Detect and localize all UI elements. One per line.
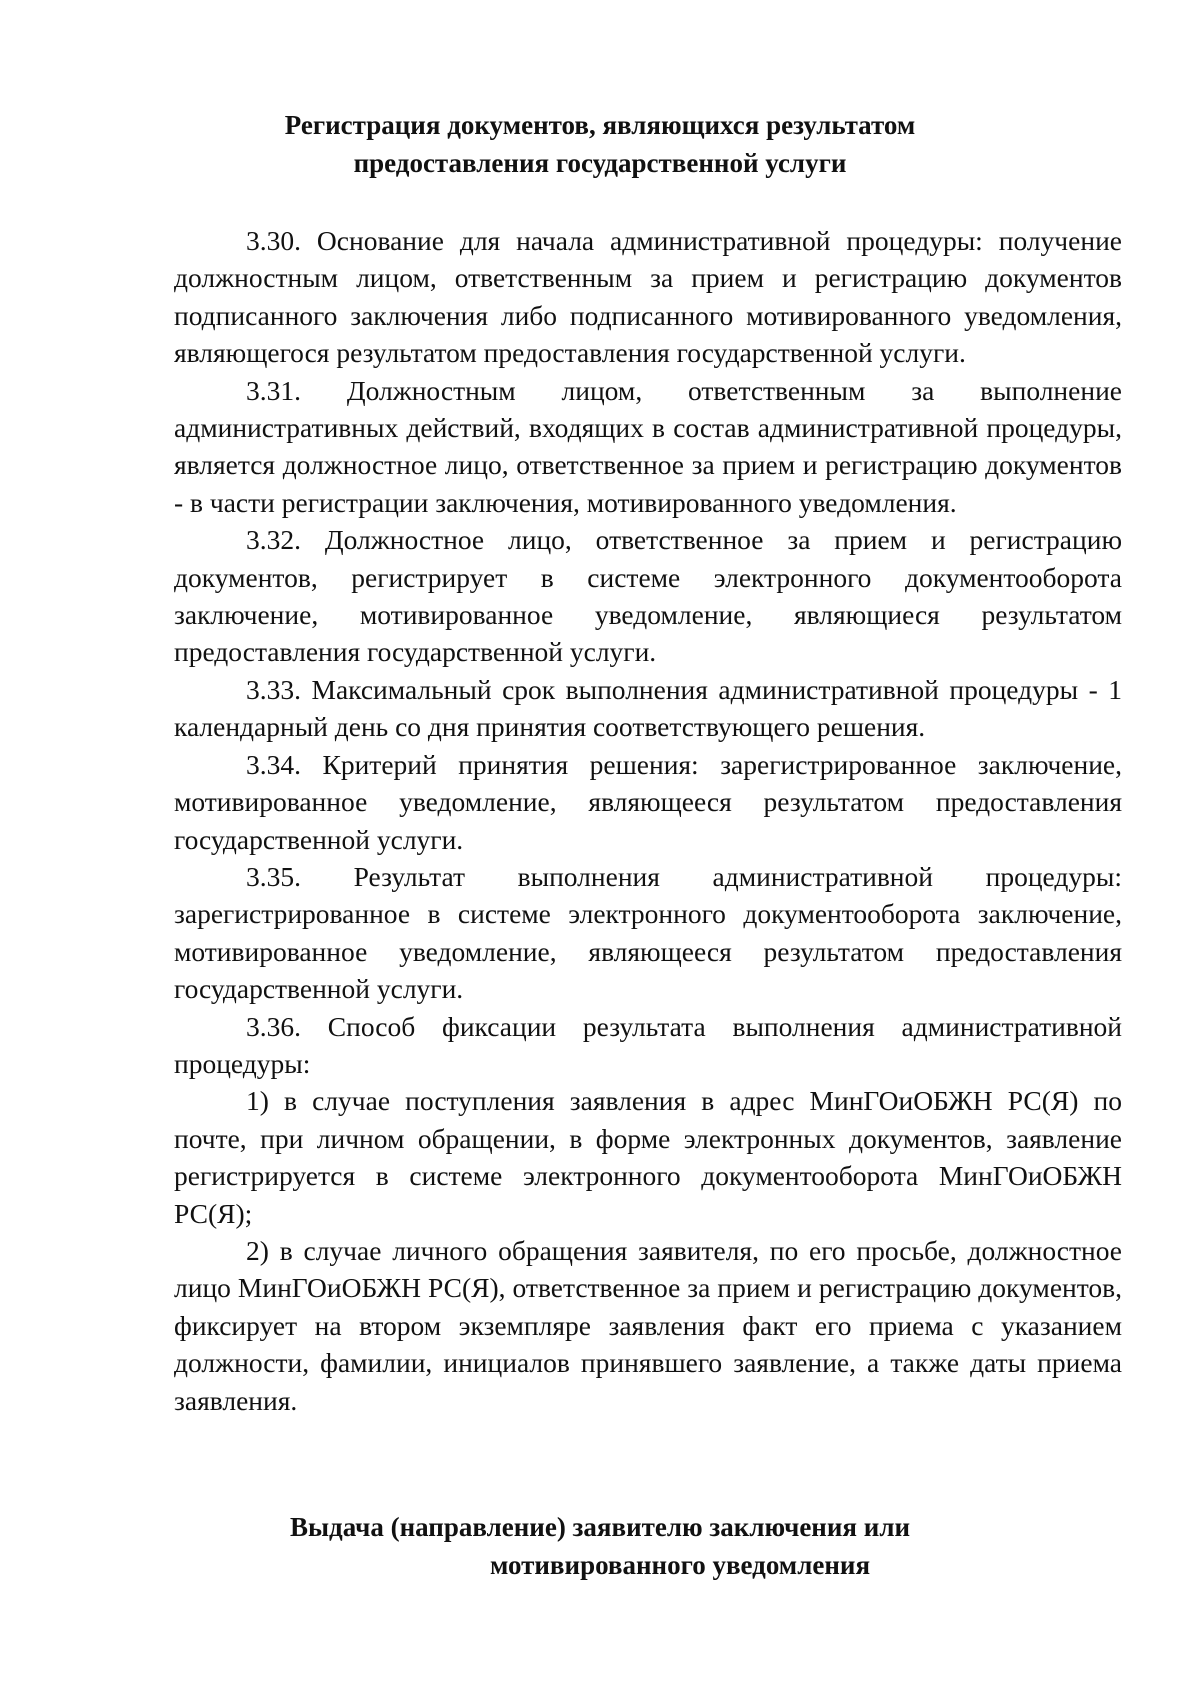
paragraph-3-35: 3.35. Результат выполнения административной процедуры: зарегистрированное в системе электронного документооборота заключение, мотивированное уведомление, являющееся результатом предоставления государственной услуги. <box>174 860 1122 1005</box>
paragraph-3-36: 3.36. Способ фиксации результата выполнения административной процедуры: <box>174 1010 1122 1079</box>
section-heading-registration <box>150 106 1050 182</box>
paragraph-3-33: 3.33. Максимальный срок выполнения административной процедуры - 1 календарный день со дня принятия соответствующего решения. <box>174 673 1122 743</box>
paragraph-3-32: 3.32. Должностное лицо, ответственное за прием и регистрацию документов, регистрирует в системе электронного документооборота заключение, мотивированное уведомление, являющиеся результатом предоставления государственной услуги. <box>174 524 1122 668</box>
paragraph-3-31: 3.31. Должностным лицом, ответственным за выполнение административных действий, входящих в состав административной процедуры, является должностное лицо, ответственное за прием и регистрацию документов - в части регистрации заключения, мотивированного уведомления. <box>174 374 1122 518</box>
list-item-1: 1) в случае поступления заявления в адрес МинГОиОБЖН РС(Я) по почте, при личном обращении, в форме электронных документов, заявление регистрируется в системе электронного документооборота МинГОиОБЖН РС(Я); <box>174 1085 1122 1229</box>
section-heading-issuance <box>150 1508 1050 1584</box>
heading-line: предоставления государственной услуги <box>353 148 847 178</box>
heading-line: Регистрация документов, являющихся результатом <box>284 110 916 140</box>
paragraph-3-30: 3.30. Основание для начала административной процедуры: получение должностным лицом, ответственным за прием и регистрацию документов подписанного заключения либо подписанного мотивированного уведомления, являющегося результатом предоставления государственной услуги. <box>174 225 1122 369</box>
heading-line: мотивированного уведомления <box>489 1550 871 1580</box>
document-body <box>174 222 1122 1419</box>
paragraph-3-34: 3.34. Критерий принятия решения: зарегистрированное заключение, мотивированное уведомление, являющееся результатом предоставления государственной услуги. <box>174 748 1122 855</box>
list-item-2: 2) в случае личного обращения заявителя, по его просьбе, должностное лицо МинГОиОБЖН РС(Я), ответственное за прием и регистрацию документов, фиксирует на втором экземпляре заявления факт его приема с указанием должности, фамилии, инициалов принявшего заявление, а также даты приема заявления. <box>174 1234 1122 1416</box>
heading-line: Выдача (направление) заявителю заключения или <box>289 1512 911 1542</box>
